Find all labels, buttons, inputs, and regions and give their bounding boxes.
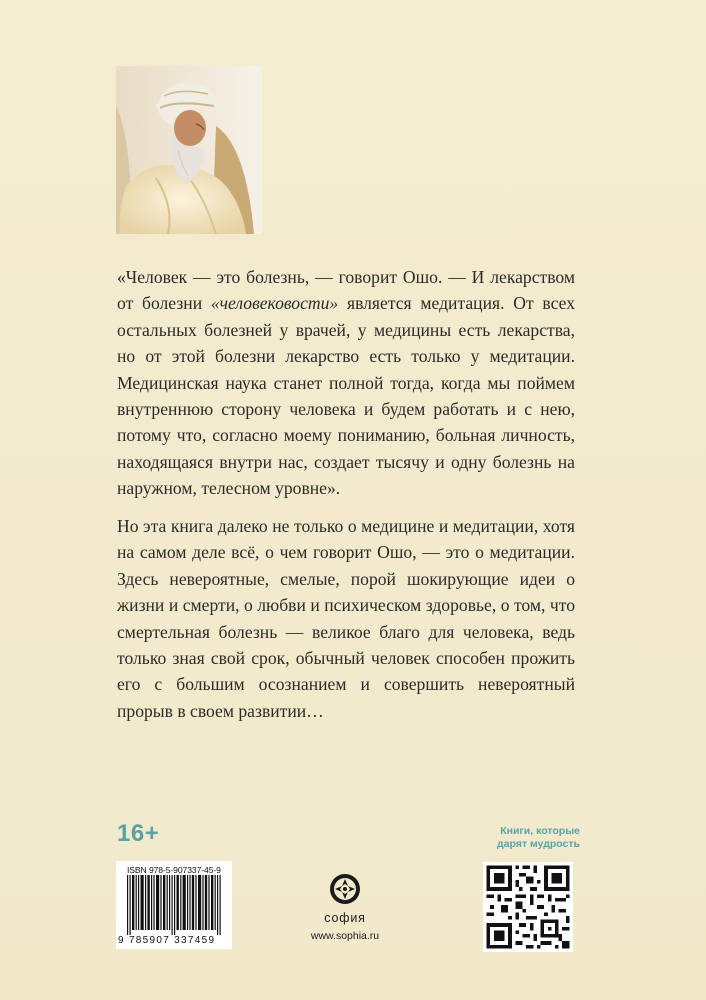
slogan-line-2: дарят мудрость bbox=[497, 838, 580, 850]
slogan-line-1: Книги, которые bbox=[500, 825, 580, 837]
description-paragraph-1 bbox=[117, 264, 575, 502]
barcode-digits: 9 785907 337459 bbox=[118, 935, 216, 946]
isbn-number: ISBN 978-5-907337-45-9 bbox=[127, 865, 221, 875]
paragraph-1-part-2: является медитация. От всех остальных болезней у врачей, у медицины есть лекарства, но от этой болезни лекарство есть только у медитации. Медицинская наука станет полной тогда, когда мы поймем внутреннюю сторону человека и будем работать и с нею, потому что, согласно моему пониманию, больная личность, находящаяся внутри нас, создает тысячу и одну болезнь на наружном, телесном уровне». bbox=[117, 293, 575, 499]
isbn-barcode bbox=[116, 861, 232, 949]
paragraph-1-part-1: «Человек — это болезнь, — говорит Ошо. — И лекарством от болезни bbox=[117, 267, 575, 314]
publisher-slogan bbox=[468, 825, 580, 851]
publisher-name: софия bbox=[324, 911, 366, 925]
age-rating: 16+ bbox=[117, 820, 160, 847]
publisher-logo-icon bbox=[329, 873, 361, 905]
paragraph-1-italic-term: «человековости» bbox=[210, 293, 339, 314]
author-portrait-image bbox=[116, 66, 262, 234]
barcode-bars-icon bbox=[116, 875, 232, 935]
qr-code-icon[interactable] bbox=[483, 862, 573, 952]
publisher-website-link[interactable]: www.sophia.ru bbox=[310, 930, 380, 942]
description-paragraph-2: Но эта книга далеко не только о медицине и медитации, хотя на самом деле всё, о чем говорит Ошо, — это о медитации. Здесь невероятные, смелые, порой шокирующие идеи о жизни и смерти, о любви и психическом здоровье, о том, что смертельная болезнь — великое благо для человека, ведь только зная свой срок, обычный человек способен прожить его с большим осознанием и совершить невероятный прорыв в своем развитии… bbox=[117, 516, 575, 721]
